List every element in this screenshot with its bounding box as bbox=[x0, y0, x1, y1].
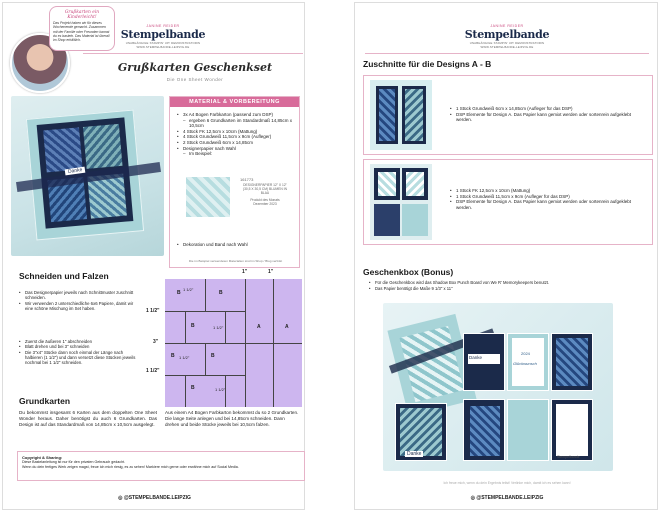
schneiden-item: • Die 3"x4" Stücke dann noch einmal der Länge nach halbieren (1 1/2") und dann versetzt diese Stücken jeweils nochmal bei 1 1/2" schneiden. bbox=[19, 350, 137, 366]
material-item: • Dekoration und Band nach Wahl bbox=[177, 242, 297, 248]
section-title-grundkarten: Grundkarten bbox=[19, 396, 71, 406]
copyright-line: Wenn du dein fertiges Werk zeigen magst, freue ich mich riesig, es zu sehen! Markiere mich gerne oder erwähne mich auf Social Media. bbox=[22, 464, 239, 469]
diagram-dim: 1 1/2" bbox=[183, 287, 194, 292]
diagram-left-label: 1 1/2" bbox=[146, 368, 160, 374]
design-a-photo bbox=[370, 80, 432, 150]
grundkarten-left: Du bekommst insgesamt 6 Karten aus dem doppelten One Sheet Wonder heraus. Daher benötigst du auch 6 Grundkarten. Das Design ist auf das Standardmaß von 14,85cm x 10,5cm ausgelegt. bbox=[19, 410, 157, 427]
logo-name: Stempelbande bbox=[120, 28, 206, 41]
material-subitem: – Im Beispiel: bbox=[183, 151, 294, 157]
diagram-left-label: 3" bbox=[153, 339, 159, 345]
grundkarten-right: Aus einem A4 Bogen Farbkarton bekommst du so 2 Grundkarten. Die lange Seite anlegen und bei 14,85cm schneiden. Dann drehen und beide Stücke jeweils bei 10,5cm falzen. bbox=[165, 410, 299, 427]
gift-card bbox=[551, 399, 593, 461]
schneiden-item: • Das Designerpapier jeweils nach Schnittmuster zuschnitt​schneiden. bbox=[19, 290, 137, 301]
header-divider bbox=[365, 53, 649, 54]
page-title: Grußkarten Geschenkset bbox=[117, 61, 273, 74]
card-label: Danke bbox=[65, 167, 86, 176]
diagram-dim: 1 1/2" bbox=[215, 387, 226, 392]
schneiden-list bbox=[19, 290, 137, 311]
material-subitem: – ergeben 6 Grundkarten im Standardmaß 14,85cm x 10,5cm bbox=[183, 118, 294, 129]
logo-url: WWW.STEMPELBANDE-LEIPZIG.DE bbox=[480, 45, 534, 49]
diagram-dim: 1 1/2" bbox=[213, 325, 224, 330]
page-subtitle: Die One Sheet Wonder bbox=[166, 77, 224, 82]
logo-tag: UNABHÄNGIGE STAMPIN' UP! DEMONSTRATORIN bbox=[125, 41, 201, 45]
design-a-list bbox=[450, 106, 645, 123]
material-item: • 3x A4 Bogen Farbkarton (passend zum DSP) – ergeben 6 Grundkarten im Standardmaß 14,85cm x 10,5cm bbox=[177, 112, 294, 129]
dsp-swatch bbox=[186, 177, 230, 217]
design-b-photo bbox=[370, 164, 432, 240]
gift-card bbox=[463, 399, 505, 461]
diagram-a: A bbox=[285, 324, 289, 330]
schneiden-item: • Blatt drehen und bei 3" schneiden bbox=[19, 344, 137, 349]
diagram-a: A bbox=[257, 324, 261, 330]
design-a-item: • DSP Elemente für Design A. Das Papier kann gemixt werden oder sortenrein aufgeklebt werden. bbox=[450, 112, 645, 123]
photo-label: 2024 bbox=[521, 351, 530, 356]
diagram-left-label: 1 1/2" bbox=[146, 308, 160, 314]
material-item: • 4 Stück Grundweiß 11,5cm x 9cm (Aufleger) bbox=[177, 134, 294, 140]
schneiden-list-2 bbox=[19, 339, 137, 365]
logo-pre: JANINE REIDER bbox=[146, 24, 180, 28]
diagram-dim: 1 1/2" bbox=[179, 355, 190, 360]
photo-watermark: Stempelbande bbox=[557, 455, 580, 459]
instagram-icon: ◎ bbox=[118, 495, 124, 501]
copyright-line: Diese Bastelanleitung ist nur für den privaten Gebrauch gedacht. bbox=[22, 460, 126, 464]
logo bbox=[117, 24, 209, 49]
design-b-item: • 1 Stück FK 12,5cm x 10cm (Mattung) bbox=[450, 188, 645, 194]
design-b-list bbox=[450, 188, 645, 210]
copyright-title: Copyright & Sharing: bbox=[22, 455, 63, 460]
speech-title: Grußkarten ein Kinderleicht! bbox=[64, 10, 100, 20]
material-list-2 bbox=[177, 242, 297, 248]
logo-name: Stempelbande bbox=[464, 28, 550, 41]
page-right bbox=[354, 2, 658, 510]
gift-card bbox=[551, 333, 593, 391]
cutting-diagram bbox=[165, 279, 302, 407]
header-divider bbox=[83, 53, 303, 54]
logo bbox=[453, 24, 561, 49]
giftbox-photo bbox=[383, 303, 613, 471]
diagram-b: B bbox=[177, 290, 181, 296]
material-item: • 2 Stück Grundweiß 6cm x 14,85cm bbox=[177, 140, 294, 146]
section-title-geschenkbox: Geschenkbox (Bonus) bbox=[363, 267, 454, 277]
material-footnote: Die im Beispiel verwendeten Materialien sind im Shop / Blog verlinkt bbox=[188, 259, 283, 263]
diagram-b: B bbox=[191, 385, 195, 391]
handle-text: @STEMPELBANDE.LEIPZIG bbox=[123, 495, 191, 501]
copyright-box bbox=[17, 451, 305, 481]
box-item: • Für die Geschenkbox wird das Shadow Box Punch Board von We R' Memorykeepers benutzt. bbox=[369, 280, 654, 286]
design-a-row bbox=[363, 75, 653, 155]
diagram-b: B bbox=[219, 290, 223, 296]
design-a-item: • 1 Stück Grundweiß 6cm x 14,85cm (Aufleger für das DSP) bbox=[450, 106, 645, 112]
section-title-zuschnitte: Zuschnitte für die Designs A - B bbox=[363, 59, 492, 69]
material-list bbox=[170, 107, 299, 157]
photo-label: Danke bbox=[469, 355, 483, 360]
design-b-item: • 1 Stück Grundweiß 11,5cm x 9cm (Aufleger für das DSP) bbox=[450, 194, 645, 200]
footer-note: Ich freue mich, wenn du dein Ergebnis teilst! Verlinke mich, damit ich es sehen kann! bbox=[443, 481, 571, 485]
diagram-b: B bbox=[211, 353, 215, 359]
instagram-handle bbox=[355, 495, 659, 501]
handle-text: @STEMPELBANDE.LEIPZIG bbox=[476, 495, 544, 501]
speech-bubble bbox=[49, 6, 115, 51]
dsp-product-number: 161773 bbox=[240, 177, 254, 182]
dsp-caption: DESIGNERPAPIER 12" X 12" (30,5 X 30,5 CM) BLUMEN IN BLAU Produkt des Monats Dezember 2023 bbox=[243, 183, 287, 206]
instagram-icon: ◎ bbox=[470, 495, 477, 501]
schneiden-item: • Zuerst die äußeren 1" abschneiden bbox=[19, 339, 137, 344]
material-item: • Designerpapier nach Wahl – Im Beispiel: bbox=[177, 146, 294, 157]
design-b-row bbox=[363, 159, 653, 245]
logo-pre: JANINE REIDER bbox=[490, 24, 524, 28]
box-item: • Das Papier benötigt die Maße 9 1/3" x 11" bbox=[369, 286, 654, 292]
photo-label: Danke bbox=[407, 451, 422, 457]
diagram-top-label: 1" bbox=[268, 269, 274, 275]
speech-body: Das Projekt haben wir für dieses Wochenende gemacht. Zusammen mit der Familie oder Freunden kannst du es basteln. Das Material ist überall im Shop erhältlich. bbox=[53, 21, 110, 43]
diagram-b: B bbox=[171, 353, 175, 359]
box-list bbox=[369, 280, 654, 291]
design-b-item: • DSP Elemente für Design A. Das Papier kann gemixt werden oder sortenrein aufgeklebt werden. bbox=[450, 199, 645, 210]
logo-url: WWW.STEMPELBANDE-LEIPZIG.DE bbox=[136, 45, 190, 49]
material-item: • 4 Stück FK 12,5cm x 10cm (Mattung) bbox=[177, 129, 294, 135]
material-box bbox=[169, 96, 300, 268]
section-title-schneiden: Schneiden und Falzen bbox=[19, 271, 109, 281]
product-photo bbox=[11, 96, 164, 256]
diagram-b: B bbox=[191, 323, 195, 329]
instagram-handle bbox=[3, 495, 306, 501]
logo-tag: UNABHÄNGIGE STAMPIN' UP! DEMONSTRATORIN bbox=[469, 41, 545, 45]
schneiden-item: • Wir verwenden 2 unterschiedliche 6x6 Papiere, damit wir eine schöne Mischung im Set haben. bbox=[19, 301, 137, 312]
gift-card bbox=[507, 399, 549, 461]
gift-card bbox=[463, 333, 505, 391]
page-left bbox=[2, 2, 305, 510]
diagram-top-label: 1" bbox=[242, 269, 248, 275]
photo-label: Glückwunsch bbox=[513, 361, 537, 366]
material-header: MATERIAL & VORBEREITUNG bbox=[170, 97, 299, 107]
